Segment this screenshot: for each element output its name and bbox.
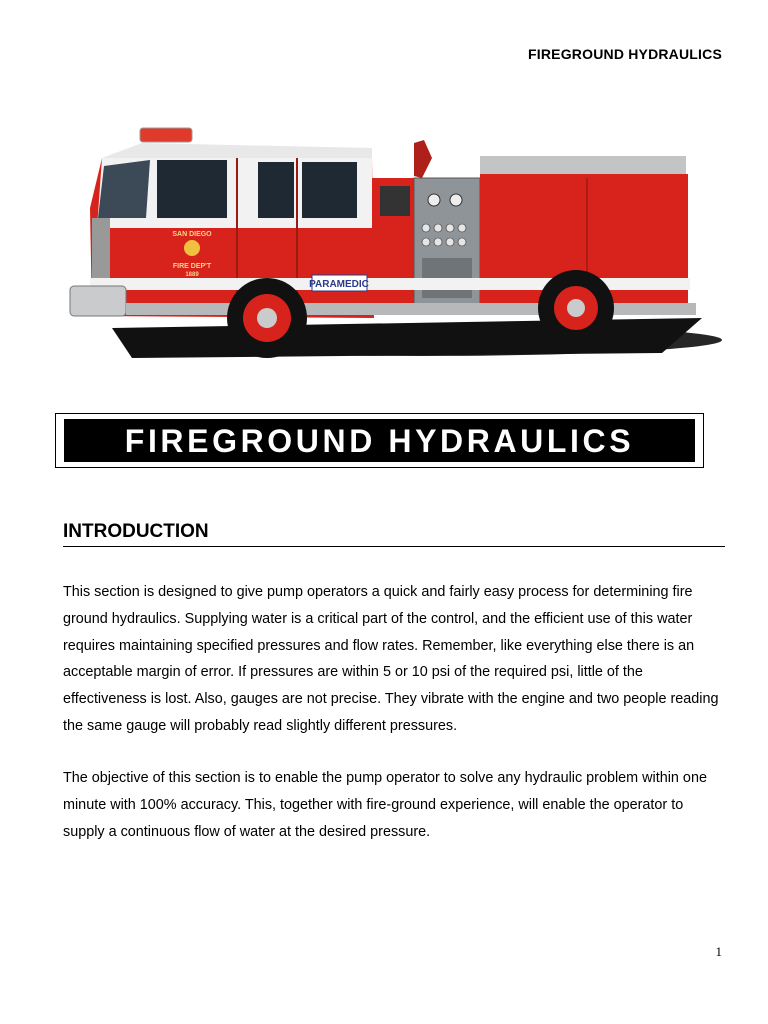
hose-nozzles [380,186,410,216]
grille [92,218,110,278]
intro-paragraph-2: The objective of this section is to enable the pump operator to solve any hydraulic problem within one minute with 100% accuracy. This, together with fire-ground experience, will enable the operator to supply a continuous flow of water at the desired pressure. [63,770,707,840]
intro-paragraph-1: This section is designed to give pump operators a quick and fairly easy process for determining fire ground hydraulics. Supplying water is a critical part of the control, and the efficient use of this water requires maintaining specified pressures and flow rates. Remember, like everything else there is an acceptable margin of error. If pressures are within 5 or 10 psi of the required psi, little of the effectiveness is lost. Also, gauges are not precise. They vibrate with the engine and two people reading the same gauge will probably read slightly different pressures. [63,584,719,734]
deck-gun [414,140,432,178]
truck-shadow-body [112,318,702,358]
truck-lettering-year: 1889 [185,272,199,278]
rear-cab-window-1 [258,162,294,218]
rear-wheel [538,270,614,346]
front-bumper [70,286,126,316]
pump-gauge-2 [450,194,462,206]
title-frame [55,413,704,468]
light-bar [140,128,192,142]
paramedic-lettering: PARAMEDIC [309,279,369,290]
truck-lettering-city: SAN DIEGO [172,231,212,238]
front-wheel [227,278,307,358]
fire-dept-emblem [184,240,200,256]
pump-gauge-1 [428,194,440,206]
document-title: FIREGROUND HYDRAULICS [64,419,695,462]
page-number: 1 [715,944,722,959]
rear-body-top [480,156,686,174]
fire-truck-image [62,118,724,398]
running-header: FIREGROUND HYDRAULICS [528,46,722,62]
windshield [98,160,150,218]
rear-cab-window-2 [302,162,357,218]
front-door-window [157,160,227,218]
heading-rule [63,546,725,547]
truck-lettering-dept: FIRE DEP'T [172,263,212,270]
section-heading: INTRODUCTION [63,521,209,542]
